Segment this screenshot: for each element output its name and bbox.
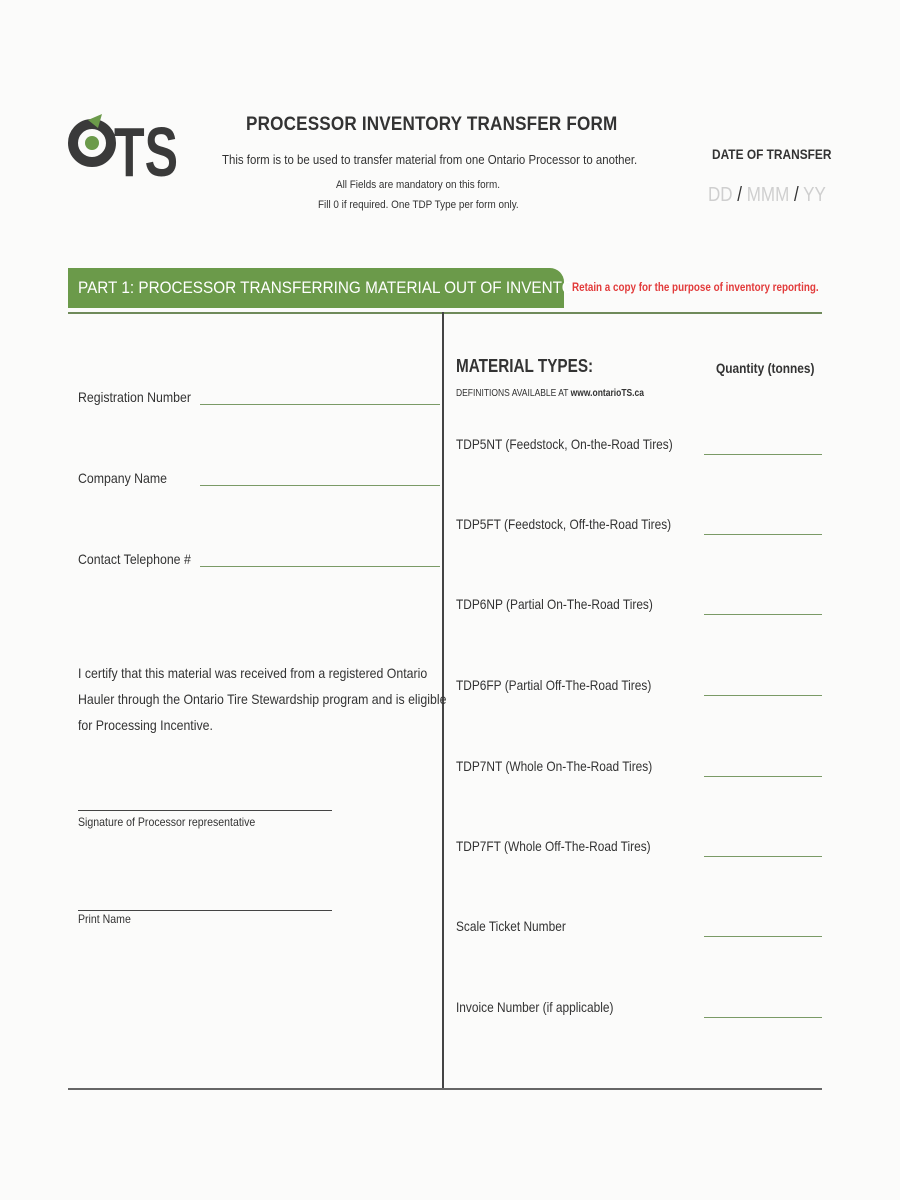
- quantity-field-tdp5nt[interactable]: [704, 454, 822, 455]
- ots-logo: [68, 98, 188, 191]
- quantity-field-tdp7nt[interactable]: [704, 776, 822, 777]
- form-title: PROCESSOR INVENTORY TRANSFER FORM: [246, 114, 618, 135]
- material-item-label: TDP5NT (Feedstock, On-the-Road Tires): [456, 436, 673, 452]
- section-top-rule: [68, 312, 822, 314]
- material-item-label: TDP7FT (Whole Off-The-Road Tires): [456, 838, 651, 854]
- definitions-note: [456, 388, 644, 399]
- material-item-label: TDP5FT (Feedstock, Off-the-Road Tires): [456, 516, 672, 532]
- definitions-url: www.ontarioTS.ca: [570, 388, 644, 399]
- svg-text:TS: TS: [114, 113, 178, 191]
- quantity-heading: Quantity (tonnes): [716, 360, 815, 376]
- date-separator: /: [793, 184, 799, 206]
- date-of-transfer-field[interactable]: [708, 184, 826, 207]
- company-name-label: Company Name: [78, 470, 168, 486]
- invoice-number-field[interactable]: [704, 1017, 822, 1018]
- material-item-label: Scale Ticket Number: [456, 918, 566, 934]
- signature-field[interactable]: [78, 810, 332, 811]
- material-item-label: TDP7NT (Whole On-The-Road Tires): [456, 758, 653, 774]
- quantity-field-tdp5ft[interactable]: [704, 534, 822, 535]
- date-yy[interactable]: YY: [803, 184, 826, 206]
- date-mmm[interactable]: MMM: [746, 184, 790, 206]
- retain-copy-note: Retain a copy for the purpose of inventory reporting.: [572, 280, 819, 294]
- material-item-label: Invoice Number (if applicable): [456, 999, 614, 1015]
- scale-ticket-field[interactable]: [704, 936, 822, 937]
- part1-title: PART 1: PROCESSOR TRANSFERRING MATERIAL OUT OF INVENTORY: [78, 278, 595, 297]
- date-dd[interactable]: DD: [708, 184, 733, 206]
- form-intro: This form is to be used to transfer material from one Ontario Processor to another.: [222, 152, 638, 167]
- material-item-label: TDP6NP (Partial On-The-Road Tires): [456, 596, 653, 612]
- fill-note: Fill 0 if required. One TDP Type per form only.: [318, 199, 519, 211]
- contact-telephone-field[interactable]: [200, 566, 440, 567]
- print-name-field[interactable]: [78, 910, 332, 911]
- company-name-field[interactable]: [200, 485, 440, 486]
- material-types-heading: MATERIAL TYPES:: [456, 356, 594, 376]
- mandatory-note: All Fields are mandatory on this form.: [336, 179, 500, 191]
- registration-number-label: Registration Number: [78, 389, 191, 405]
- signature-label: Signature of Processor representative: [78, 815, 256, 829]
- quantity-field-tdp6np[interactable]: [704, 614, 822, 615]
- registration-number-field[interactable]: [200, 404, 440, 405]
- contact-telephone-label: Contact Telephone #: [78, 551, 191, 567]
- certification-statement: I certify that this material was received from a registered Ontario Hauler through the Ontario Tire Stewardship program and is eligible for Processing Incentive.: [78, 665, 447, 733]
- quantity-field-tdp7ft[interactable]: [704, 856, 822, 857]
- material-item-label: TDP6FP (Partial Off-The-Road Tires): [456, 677, 652, 693]
- quantity-field-tdp6fp[interactable]: [704, 695, 822, 696]
- part1-header-bar: [68, 268, 595, 308]
- section-bottom-rule: [68, 1088, 822, 1090]
- print-name-label: Print Name: [78, 912, 131, 926]
- definitions-prefix: DEFINITIONS AVAILABLE AT: [456, 388, 571, 399]
- date-of-transfer-label: DATE OF TRANSFER: [712, 146, 832, 162]
- date-separator: /: [737, 184, 743, 206]
